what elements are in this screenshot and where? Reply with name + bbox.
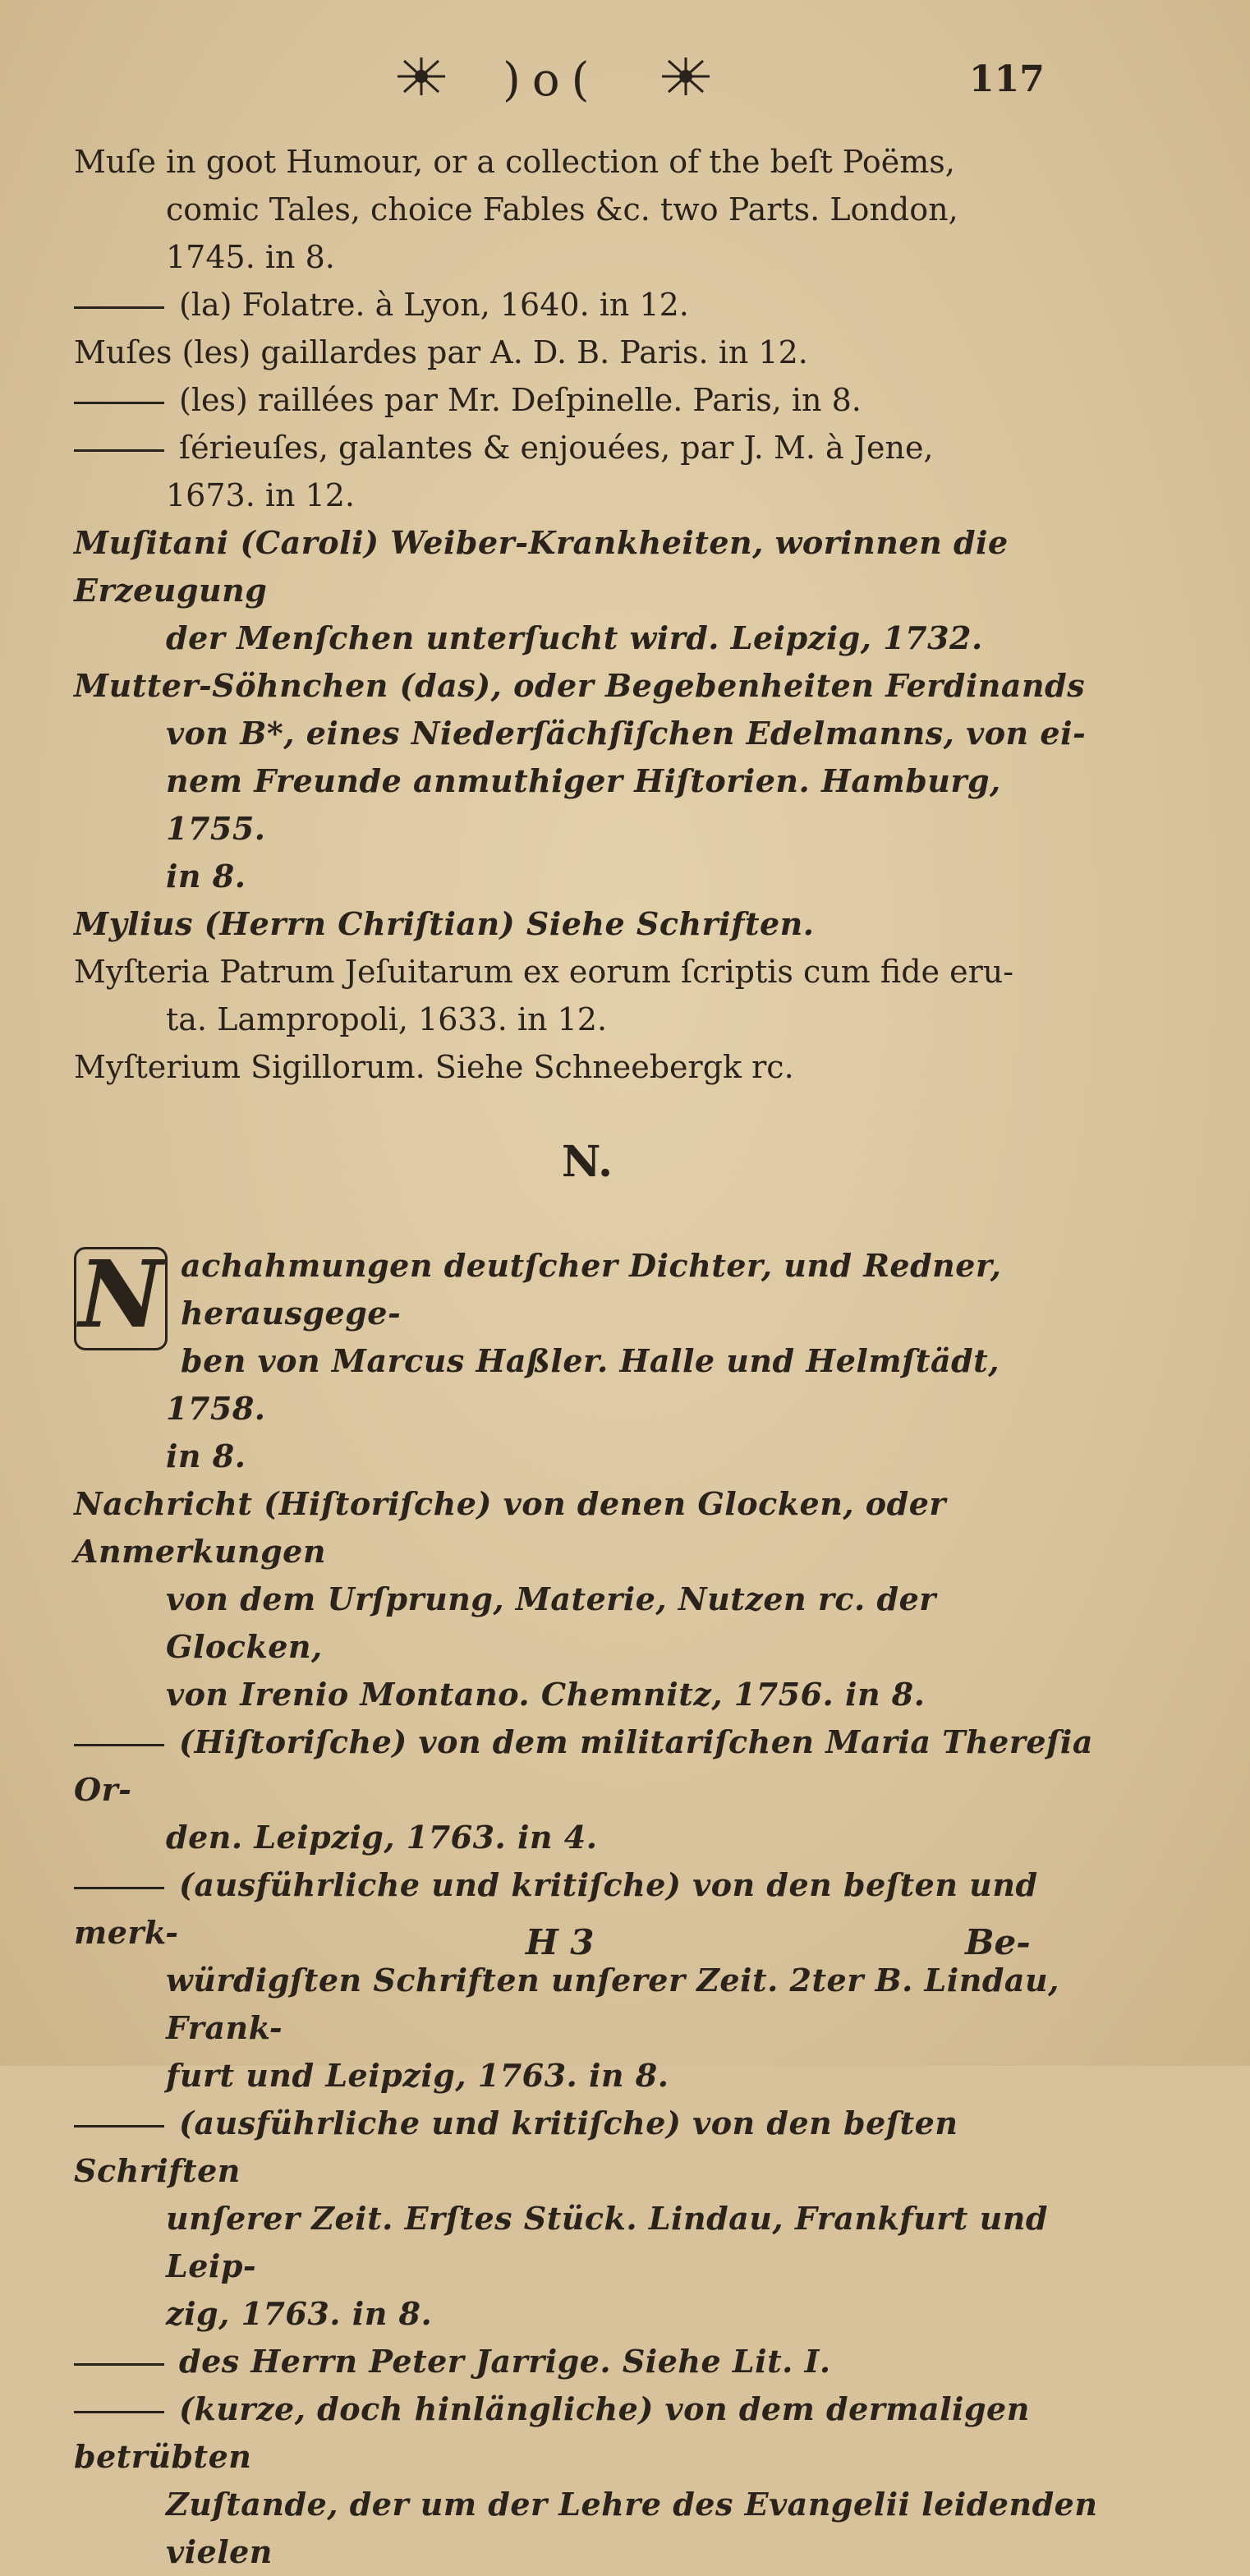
entry-first-line (74, 1242, 1101, 1337)
entry-continuation-line: würdigſten Schriften unſerer Zeit. 2ter B. Lindau, Frank- (166, 1962, 1059, 2046)
catalog-entry (74, 1718, 1101, 1861)
ditto-dash (74, 1887, 164, 1889)
entry-first-line (74, 376, 1101, 424)
entry-continuation-line: den. Leipzig, 1763. in 4. (166, 1819, 598, 1856)
entry-first-line (74, 900, 1101, 948)
entry-text: Myſterium Sigillorum. Siehe Schneebergk rc. (74, 1049, 794, 1085)
entry-text: des Herrn Peter Jarrige. Siehe Lit. I. (179, 2343, 831, 2380)
catalog-entry (74, 948, 1101, 1043)
entry-text: (ausführliche und kritiſche) von den beſten und merk- (74, 1866, 1038, 1951)
entry-first-line (74, 662, 1101, 710)
entry-first-line (74, 424, 1101, 472)
entry-continuation-line: in 8. (166, 858, 246, 895)
entry-continuation-line: ta. Lampropoli, 1633. in 12. (166, 1001, 608, 1037)
catchword: Be- (965, 1922, 1031, 1962)
entries-n (74, 1242, 1101, 2576)
catalog-entry (74, 138, 1101, 281)
entry-first-line (74, 1043, 1101, 1091)
entry-continuation-line: nem Freunde anmuthiger Hiſtorien. Hamburg, 1755. (166, 762, 1001, 847)
entry-continuation-line: Zuſtande, der um der Lehre des Evangelii leidenden vielen (166, 2486, 1098, 2570)
catalog-entry (74, 1480, 1101, 1718)
catalog-entry (74, 424, 1101, 519)
entry-first-line (74, 2338, 1101, 2385)
ditto-dash (74, 2363, 164, 2366)
entry-continuation-line: von B*, eines Niederſächſiſchen Edelmanns, von ei- (166, 715, 1087, 752)
entry-text: (ausführliche und kritiſche) von den beſten Schriften (74, 2104, 958, 2189)
entry-text: (Hiſtoriſche) von dem militariſchen Maria Thereſia Or- (74, 1723, 1093, 1808)
catalog-entry (74, 281, 1101, 329)
section-heading: N. (561, 1137, 614, 1187)
entry-continuation-line: comic Tales, choice Fables &c. two Parts. London, (166, 191, 958, 228)
entry-first-line (74, 329, 1101, 376)
entry-text: ſérieuſes, galantes & enjouées, par J. M. à Jene, (179, 430, 934, 466)
page-header (0, 48, 1250, 113)
catalog-entry (74, 2100, 1101, 2338)
catalog-entry (74, 900, 1101, 948)
catalog-entry (74, 662, 1101, 900)
ditto-dash (74, 2125, 164, 2128)
entry-continuation-line: furt und Leipzig, 1763. in 8. (166, 2057, 669, 2094)
entry-continuation-line: von dem Urſprung, Materie, Nutzen rc. der Glocken, (166, 1580, 936, 1665)
entries-n-block (74, 1242, 1101, 2576)
entry-continuation-line: in 8. (166, 1438, 246, 1474)
entry-text: (la) Folatre. à Lyon, 1640. in 12. (179, 287, 689, 323)
flower-ornament-icon (393, 54, 450, 99)
entry-text: Muſe in goot Humour, or a collection of the beſt Poëms, (74, 144, 955, 180)
entry-text: Muſitani (Caroli) Weiber-Krankheiten, worinnen die Erzeugung (74, 524, 1009, 609)
entry-text: Nachricht (Hiſtoriſche) von denen Glocken, oder Anmerkungen (74, 1485, 946, 1570)
catalog-entry (74, 376, 1101, 424)
entry-first-line (74, 1718, 1101, 1814)
page-body (74, 138, 1101, 2576)
catalog-entry (74, 1242, 1101, 1480)
catalog-entry (74, 329, 1101, 376)
page-footer (0, 1914, 1250, 1971)
catalog-entry (74, 519, 1101, 662)
entry-first-line (74, 281, 1101, 329)
entry-first-line (74, 519, 1101, 614)
entry-first-line (74, 2100, 1101, 2195)
entry-first-line (74, 948, 1101, 996)
entry-text: (les) raillées par Mr. Deſpinelle. Paris, in 8. (179, 382, 862, 418)
catalog-entry (74, 2338, 1101, 2385)
entry-continuation-line: unſerer Zeit. Erſtes Stück. Lindau, Frankfurt und Leip- (166, 2200, 1048, 2284)
signature-mark: H 3 (526, 1922, 595, 1962)
catalog-entry (74, 1861, 1101, 2100)
entry-first-line (74, 2385, 1101, 2481)
entry-first-line (74, 1480, 1101, 1576)
entry-text: Myſteria Patrum Jeſuitarum ex eorum ſcriptis cum fide eru- (74, 954, 1014, 990)
entry-text: Mutter-Söhnchen (das), oder Begebenheiten Ferdinands (74, 667, 1086, 704)
ditto-dash (74, 306, 164, 309)
entry-continuation-line: von Irenio Montano. Chemnitz, 1756. in 8. (166, 1676, 926, 1713)
ditto-dash (74, 1744, 164, 1746)
catalog-entry (74, 2385, 1101, 2576)
entry-continuation-line: 1673. in 12. (166, 477, 356, 513)
entry-text: Mylius (Herrn Chriſtian) Siehe Schriften. (74, 905, 815, 942)
page-number: 117 (969, 58, 1045, 100)
entry-text: Muſes (les) gaillardes par A. D. B. Paris. in 12. (74, 334, 808, 370)
ditto-dash (74, 449, 164, 452)
entry-text: (kurze, doch hinlängliche) von dem dermaligen betrübten (74, 2390, 1030, 2475)
entry-continuation-line: ben von Marcus Haßler. Halle und Helmſtädt, 1758. (166, 1342, 1000, 1427)
entry-continuation-line: der Menſchen unterſucht wird. Leipzig, 1732. (166, 619, 983, 656)
ditto-dash (74, 402, 164, 404)
ditto-dash (74, 2411, 164, 2413)
header-mark: )o( (503, 53, 601, 107)
entry-continuation-line: 1745. in 8. (166, 239, 335, 275)
catalog-entry (74, 1043, 1101, 1091)
entry-first-line (74, 138, 1101, 186)
entries-m (74, 138, 1101, 1091)
entry-continuation-line: zig, 1763. in 8. (166, 2295, 433, 2332)
drop-cap-initial: N (74, 1247, 168, 1350)
flower-ornament-icon (657, 54, 715, 99)
entry-text: achahmungen deutſcher Dichter, und Redner, herausgege- (181, 1247, 1002, 1332)
